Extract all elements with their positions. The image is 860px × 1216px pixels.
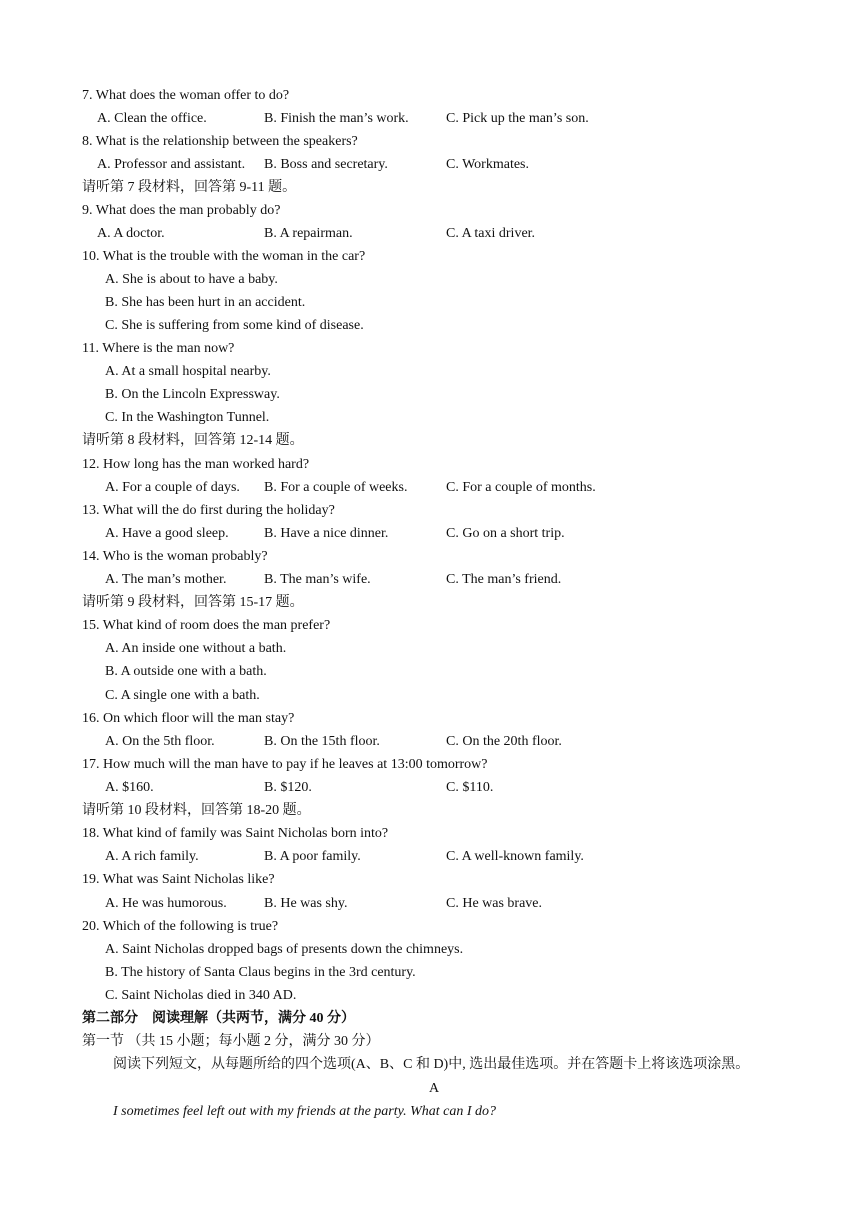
question-10: 10. What is the trouble with the woman in the car? <box>82 249 366 264</box>
q12-option-a: A. For a couple of days. <box>105 480 240 495</box>
question-18: 18. What kind of family was Saint Nicholas born into? <box>82 826 389 841</box>
q10-option-a: A. She is about to have a baby. <box>105 272 278 287</box>
reading-instruction: 阅读下列短文，从每题所给的四个选项(A、B、C 和 D)中, 选出最佳选项。并在答题卡上将该选项涂黑。 <box>113 1057 750 1072</box>
q7-option-a: A. Clean the office. <box>97 111 207 126</box>
q20-option-b: B. The history of Santa Claus begins in the 3rd century. <box>105 965 416 980</box>
q19-option-b: B. He was shy. <box>264 896 348 911</box>
question-20: 20. Which of the following is true? <box>82 919 279 934</box>
q8-option-b: B. Boss and secretary. <box>264 157 388 172</box>
q12-option-c: C. For a couple of months. <box>446 480 596 495</box>
q17-option-a: A. $160. <box>105 780 154 795</box>
q8-option-a: A. Professor and assistant. <box>97 157 246 172</box>
q13-option-c: C. Go on a short trip. <box>446 526 565 541</box>
q13-option-a: A. Have a good sleep. <box>105 526 229 541</box>
q11-option-a: A. At a small hospital nearby. <box>105 364 271 379</box>
q11-option-b: B. On the Lincoln Expressway. <box>105 387 280 402</box>
q16-option-c: C. On the 20th floor. <box>446 734 562 749</box>
q7-option-b: B. Finish the man’s work. <box>264 111 409 126</box>
q15-option-b: B. A outside one with a bath. <box>105 664 267 679</box>
question-19: 19. What was Saint Nicholas like? <box>82 872 275 887</box>
part-two-title: 第二部分 阅读理解（共两节，满分 40 分） <box>82 1011 355 1026</box>
question-15: 15. What kind of room does the man prefer? <box>82 618 331 633</box>
question-11: 11. Where is the man now? <box>82 341 235 356</box>
section-one-heading: 第一节 （共 15 小题；每小题 2 分，满分 30 分） <box>82 1034 380 1049</box>
q11-option-c: C. In the Washington Tunnel. <box>105 410 270 425</box>
q17-option-c: C. $110. <box>446 780 494 795</box>
q15-option-a: A. An inside one without a bath. <box>105 641 287 656</box>
q9-option-c: C. A taxi driver. <box>446 226 536 241</box>
section-heading-10: 请听第 10 段材料，回答第 18-20 题。 <box>82 803 311 818</box>
q12-option-b: B. For a couple of weeks. <box>264 480 408 495</box>
section-heading-7: 请听第 7 段材料，回答第 9-11 题。 <box>82 180 297 195</box>
q18-option-c: C. A well-known family. <box>446 849 584 864</box>
question-9: 9. What does the man probably do? <box>82 203 281 218</box>
q19-option-c: C. He was brave. <box>446 896 543 911</box>
question-7: 7. What does the woman offer to do? <box>82 88 290 103</box>
q17-option-b: B. $120. <box>264 780 312 795</box>
q14-option-b: B. The man’s wife. <box>264 572 371 587</box>
passage-letter: A <box>429 1081 440 1096</box>
q10-option-c: C. She is suffering from some kind of disease. <box>105 318 364 333</box>
q14-option-a: A. The man’s mother. <box>105 572 227 587</box>
q16-option-b: B. On the 15th floor. <box>264 734 380 749</box>
question-12: 12. How long has the man worked hard? <box>82 457 310 472</box>
question-8: 8. What is the relationship between the speakers? <box>82 134 358 149</box>
question-17: 17. How much will the man have to pay if he leaves at 13:00 tomorrow? <box>82 757 488 772</box>
section-heading-8: 请听第 8 段材料，回答第 12-14 题。 <box>82 433 304 448</box>
q10-option-b: B. She has been hurt in an accident. <box>105 295 306 310</box>
question-13: 13. What will the do first during the holiday? <box>82 503 335 518</box>
q9-option-b: B. A repairman. <box>264 226 353 241</box>
q15-option-c: C. A single one with a bath. <box>105 688 260 703</box>
q19-option-a: A. He was humorous. <box>105 896 227 911</box>
q9-option-a: A. A doctor. <box>97 226 165 241</box>
passage-first-line: I sometimes feel left out with my friends at the party. What can I do? <box>113 1104 496 1119</box>
q13-option-b: B. Have a nice dinner. <box>264 526 389 541</box>
q7-option-c: C. Pick up the man’s son. <box>446 111 589 126</box>
question-14: 14. Who is the woman probably? <box>82 549 268 564</box>
q18-option-a: A. A rich family. <box>105 849 199 864</box>
q14-option-c: C. The man’s friend. <box>446 572 562 587</box>
q8-option-c: C. Workmates. <box>446 157 529 172</box>
section-heading-9: 请听第 9 段材料，回答第 15-17 题。 <box>82 595 304 610</box>
q18-option-b: B. A poor family. <box>264 849 361 864</box>
q20-option-a: A. Saint Nicholas dropped bags of presents down the chimneys. <box>105 942 464 957</box>
q20-option-c: C. Saint Nicholas died in 340 AD. <box>105 988 297 1003</box>
q16-option-a: A. On the 5th floor. <box>105 734 215 749</box>
question-16: 16. On which floor will the man stay? <box>82 711 295 726</box>
